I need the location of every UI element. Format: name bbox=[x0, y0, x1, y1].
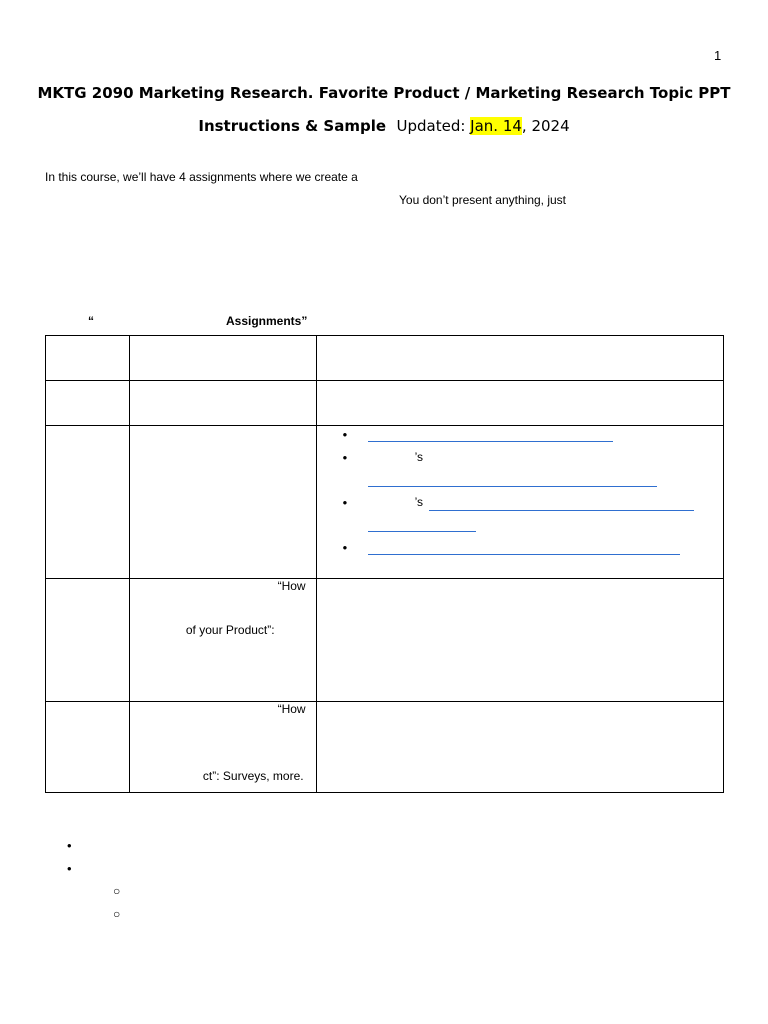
assignments-quote-open: “ bbox=[88, 314, 94, 328]
subtitle-bold: Instructions & Sample bbox=[198, 117, 387, 135]
page-number: 1 bbox=[714, 48, 722, 63]
hyperlink[interactable] bbox=[429, 510, 694, 511]
table-cell bbox=[46, 702, 130, 793]
table-row bbox=[46, 702, 724, 793]
assignments-table bbox=[45, 335, 724, 793]
table-cell bbox=[129, 702, 316, 793]
cell-text: ct”: Surveys, more. bbox=[202, 769, 304, 783]
table-row bbox=[46, 579, 724, 702]
updated-prefix: Updated: bbox=[396, 117, 471, 135]
bullet-icon: • bbox=[67, 861, 72, 876]
table-cell bbox=[46, 579, 130, 702]
cell-text: of your Product”: bbox=[185, 623, 275, 637]
table-cell bbox=[46, 336, 130, 381]
updated-date-highlight: Jan. 14 bbox=[470, 117, 522, 135]
table-cell bbox=[129, 336, 316, 381]
table-cell bbox=[316, 381, 723, 426]
hyperlink[interactable] bbox=[368, 554, 680, 555]
item-possessive: ’s bbox=[414, 495, 424, 509]
sub-bullet-icon: ○ bbox=[113, 907, 121, 921]
table-cell bbox=[316, 336, 723, 381]
table-cell bbox=[129, 579, 316, 702]
table-row bbox=[46, 381, 724, 426]
bullet-icon: • bbox=[342, 540, 348, 555]
updated-year: , 2024 bbox=[521, 117, 570, 135]
hyperlink[interactable] bbox=[368, 441, 613, 442]
assignments-heading: Assignments” bbox=[226, 314, 308, 328]
document-title: MKTG 2090 Marketing Research. Favorite Product / Marketing Research Topic PPT bbox=[37, 84, 731, 102]
bullet-icon: • bbox=[342, 427, 348, 442]
table-cell bbox=[316, 702, 723, 793]
links-cell bbox=[316, 426, 723, 579]
table-cell bbox=[316, 579, 723, 702]
bullet-icon: • bbox=[342, 450, 348, 465]
table-row bbox=[46, 336, 724, 381]
hyperlink[interactable] bbox=[368, 486, 657, 487]
hyperlink[interactable] bbox=[368, 531, 476, 532]
table-row bbox=[46, 426, 724, 579]
intro-line-2: You don’t present anything, just bbox=[399, 193, 567, 207]
bullet-icon: • bbox=[67, 838, 72, 853]
table-cell bbox=[129, 426, 316, 579]
bullet-icon: • bbox=[342, 495, 348, 510]
table-cell bbox=[129, 381, 316, 426]
cell-text: “How bbox=[277, 702, 306, 716]
intro-line-1: In this course, we’ll have 4 assignments where we create a bbox=[45, 170, 358, 184]
table-cell bbox=[46, 381, 130, 426]
document-subtitle bbox=[0, 117, 768, 135]
item-possessive: ’s bbox=[414, 450, 424, 464]
cell-text: “How bbox=[277, 579, 306, 593]
sub-bullet-icon: ○ bbox=[113, 884, 121, 898]
table-cell bbox=[46, 426, 130, 579]
